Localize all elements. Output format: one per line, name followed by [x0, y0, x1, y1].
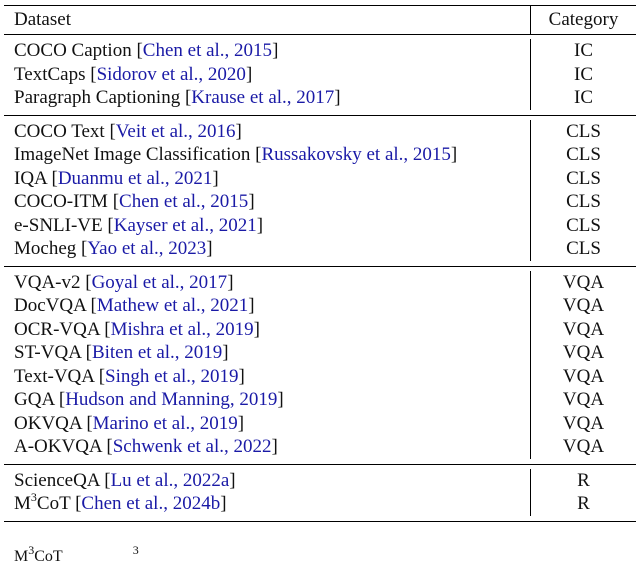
dataset-cell: IQA [Duanmu et al., 2021] [14, 167, 219, 189]
dataset-cell: COCO Text [Veit et al., 2016] [14, 120, 242, 142]
category-cell: CLS [530, 190, 636, 214]
dataset-name: DocVQA [14, 295, 86, 316]
citation-link[interactable]: Duanmu et al., 2021 [57, 167, 213, 189]
citation-link[interactable]: Hudson and Manning, 2019 [65, 389, 278, 410]
category-cell: R [530, 469, 636, 493]
category-cell: CLS [530, 167, 636, 191]
dataset-name: A-OKVQA [14, 436, 102, 457]
table-row [4, 469, 636, 493]
dataset-cell: Text-VQA [Singh et al., 2019] [14, 365, 245, 387]
dataset-name: GQA [14, 389, 55, 410]
dataset-name: OKVQA [14, 412, 82, 434]
footnote-sup-2: 3 [132, 542, 139, 557]
citation-link[interactable]: Lu et al., 2022a [110, 469, 230, 491]
dataset-cell: ST-VQA [Biten et al., 2019] [14, 342, 229, 363]
category-cell: IC [530, 63, 636, 87]
dataset-name: IQA [14, 167, 47, 189]
citation-link[interactable]: Marino et al., 2019 [92, 412, 238, 434]
footnote-suffix: CoT [34, 548, 63, 565]
citation-link[interactable]: Chen et al., 2015 [119, 191, 249, 212]
category-cell: VQA [530, 412, 636, 436]
citation-link[interactable]: Mishra et al., 2019 [110, 318, 254, 340]
dataset-name: COCO Caption [14, 40, 132, 61]
dataset-name: TextCaps [14, 63, 86, 85]
dataset-name-suffix: CoT [36, 493, 71, 514]
table-row [4, 167, 636, 191]
table-row [4, 120, 636, 144]
row-group [4, 116, 636, 266]
dataset-cell: ScienceQA [Lu et al., 2022a] [14, 469, 236, 491]
dataset-name: M [14, 493, 31, 514]
category-cell: CLS [530, 143, 636, 167]
category-cell: CLS [530, 214, 636, 238]
citation-link[interactable]: Yao et al., 2023 [87, 238, 207, 259]
citation-link[interactable]: Russakovsky et al., 2015 [261, 144, 451, 165]
table-body [4, 34, 636, 521]
dataset-cell: e-SNLI-VE [Kayser et al., 2021] [14, 214, 264, 236]
dataset-name: ST-VQA [14, 342, 81, 363]
dataset-name: VQA-v2 [14, 271, 81, 293]
table-row [4, 388, 636, 412]
row-group [4, 35, 636, 115]
category-cell: R [530, 492, 636, 516]
category-cell: VQA [530, 388, 636, 412]
citation-link[interactable]: Chen et al., 2015 [142, 40, 273, 61]
table-row [4, 214, 636, 238]
dataset-cell: COCO Caption [Chen et al., 2015] [14, 40, 279, 61]
table-header [4, 6, 636, 34]
table-row [4, 237, 636, 261]
citation-link[interactable]: Singh et al., 2019 [105, 365, 239, 387]
category-cell: VQA [530, 294, 636, 318]
dataset-name-superscript: 3 [30, 489, 37, 504]
table-bottom-rule [4, 521, 636, 522]
category-cell: VQA [530, 435, 636, 459]
dataset-cell: OKVQA [Marino et al., 2019] [14, 412, 245, 434]
dataset-name: Text-VQA [14, 365, 94, 387]
citation-link[interactable]: Krause et al., 2017 [191, 87, 335, 108]
table-row [4, 63, 636, 87]
dataset-cell: OCR-VQA [Mishra et al., 2019] [14, 318, 260, 340]
footnote-base: M [14, 548, 29, 565]
category-cell: CLS [530, 120, 636, 144]
table-row [4, 435, 636, 459]
table-row [4, 294, 636, 318]
category-cell: VQA [530, 271, 636, 295]
dataset-name: ScienceQA [14, 469, 100, 491]
table-row [4, 271, 636, 295]
dataset-name: COCO-ITM [14, 191, 108, 212]
footnote-fragment [14, 542, 139, 566]
dataset-name: COCO Text [14, 120, 105, 142]
category-cell: IC [530, 39, 636, 63]
table-row [4, 318, 636, 342]
dataset-name: Paragraph Captioning [14, 87, 181, 108]
dataset-name: ImageNet Image Classification [14, 144, 251, 165]
dataset-cell: GQA [Hudson and Manning, 2019] [14, 389, 284, 410]
citation-link[interactable]: Chen et al., 2024b [81, 493, 221, 514]
dataset-cell: A-OKVQA [Schwenk et al., 2022] [14, 436, 278, 457]
header-category: Category [530, 6, 636, 34]
citation-link[interactable]: Biten et al., 2019 [91, 342, 223, 363]
row-group [4, 465, 636, 521]
category-cell: VQA [530, 318, 636, 342]
table-row [4, 39, 636, 63]
citation-link[interactable]: Kayser et al., 2021 [113, 214, 257, 236]
dataset-table [4, 5, 636, 522]
dataset-cell: VQA-v2 [Goyal et al., 2017] [14, 271, 234, 293]
dataset-name: OCR-VQA [14, 318, 100, 340]
table-row [4, 190, 636, 214]
dataset-cell: ImageNet Image Classification [Russakovsky et al., 2015] [14, 144, 458, 165]
dataset-cell: $M^3CoT$ [Chen et al., 2024b] [14, 489, 227, 514]
citation-link[interactable]: Goyal et al., 2017 [91, 271, 228, 293]
citation-link[interactable]: Mathew et al., 2021 [96, 295, 249, 316]
category-cell: CLS [530, 237, 636, 261]
dataset-cell: DocVQA [Mathew et al., 2021] [14, 295, 255, 316]
dataset-name: e-SNLI-VE [14, 214, 103, 236]
row-group [4, 267, 636, 464]
footnote-sup: 3 [28, 542, 35, 557]
table-row [4, 143, 636, 167]
dataset-cell: COCO-ITM [Chen et al., 2015] [14, 191, 255, 212]
dataset-cell: TextCaps [Sidorov et al., 2020] [14, 63, 253, 85]
header-dataset: Dataset [14, 9, 71, 31]
table-row [4, 365, 636, 389]
dataset-cell: Mocheg [Yao et al., 2023] [14, 238, 213, 259]
citation-link[interactable]: Sidorov et al., 2020 [96, 63, 246, 85]
citation-link[interactable]: Veit et al., 2016 [115, 120, 236, 142]
category-cell: IC [530, 86, 636, 110]
dataset-name: Mocheg [14, 238, 77, 259]
table-row [4, 489, 636, 516]
category-cell: VQA [530, 341, 636, 365]
table-row [4, 341, 636, 365]
table-row [4, 412, 636, 436]
dataset-cell: Paragraph Captioning [Krause et al., 2017] [14, 87, 341, 108]
category-cell: VQA [530, 365, 636, 389]
table-row [4, 86, 636, 110]
citation-link[interactable]: Schwenk et al., 2022 [112, 436, 272, 457]
